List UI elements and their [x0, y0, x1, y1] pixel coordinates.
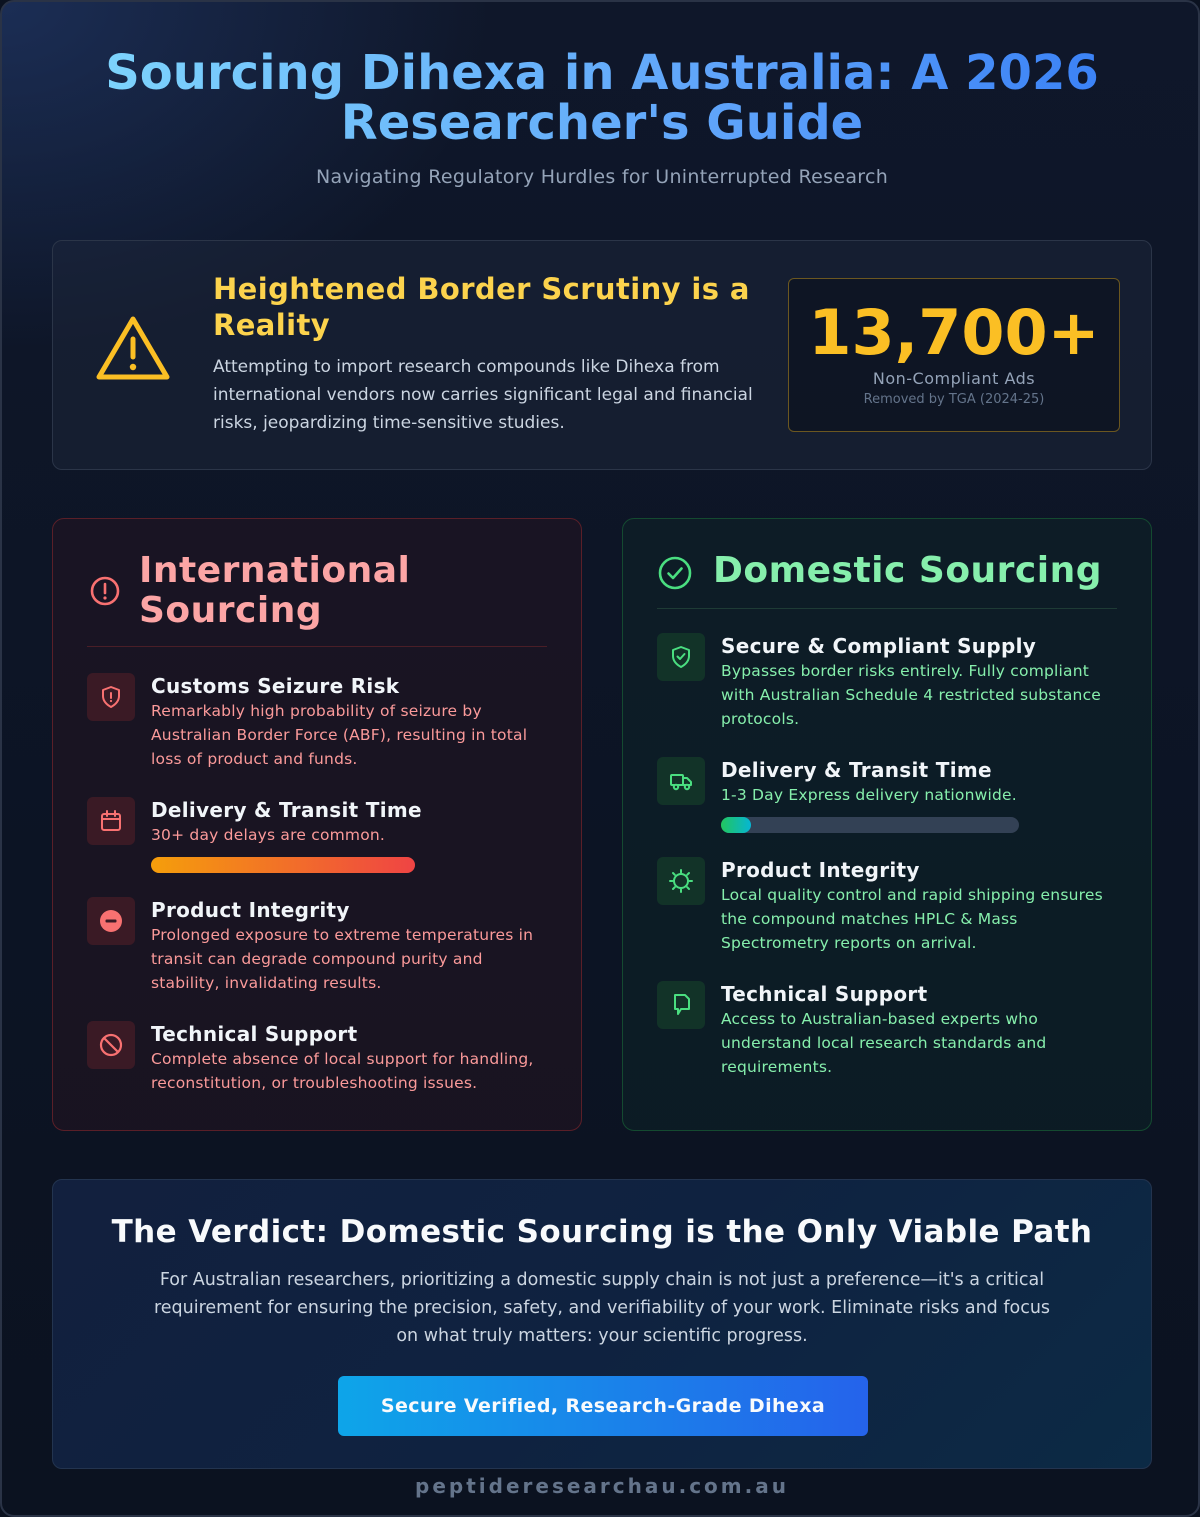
page-title: Sourcing Dihexa in Australia: A 2026 Researcher's Guide — [102, 48, 1102, 148]
transit-time-bar — [721, 817, 1019, 833]
exclamation-circle-icon — [87, 573, 123, 609]
item-title: Product Integrity — [151, 898, 350, 922]
item-description: Prolonged exposure to extreme temperatures in transit can degrade compound purity and stability, invalidating results. — [151, 926, 534, 992]
stat-box — [788, 278, 1120, 432]
minus-circle-icon — [87, 897, 135, 945]
border-scrutiny-alert — [52, 240, 1152, 470]
transit-time-bar — [151, 857, 415, 873]
secure-dihexa-button[interactable]: Secure Verified, Research-Grade Dihexa — [338, 1376, 868, 1436]
delivery-truck-icon — [657, 757, 705, 805]
badge-check-icon — [657, 857, 705, 905]
international-header — [87, 551, 547, 647]
transit-time-bar-fill — [721, 817, 751, 833]
verdict-title: The Verdict: Domestic Sourcing is the Only Viable Path — [111, 1214, 1093, 1250]
international-sourcing-card — [52, 518, 582, 1131]
stat-value: 13,700+ — [808, 296, 1100, 369]
item-description: Complete absence of local support for handling, reconstitution, or troubleshooting issues. — [151, 1050, 534, 1092]
domestic-sourcing-card — [622, 518, 1152, 1131]
item-description: Access to Australian-based experts who understand local research standards and requirements. — [721, 1010, 1047, 1076]
international-title: International Sourcing — [139, 550, 411, 631]
item-title: Delivery & Transit Time — [721, 758, 992, 782]
alert-text — [213, 271, 763, 437]
domestic-title: Domestic Sourcing — [713, 550, 1103, 591]
ban-icon — [87, 1021, 135, 1069]
shield-check-icon — [657, 633, 705, 681]
transit-time-bar-fill — [151, 857, 415, 873]
item-title: Product Integrity — [721, 858, 920, 882]
item-title: Technical Support — [151, 1022, 358, 1046]
item-title: Secure & Compliant Supply — [721, 634, 1037, 658]
page-subtitle: Navigating Regulatory Hurdles for Uninterrupted Research — [315, 166, 889, 188]
item-description: 30+ day delays are common. — [151, 826, 386, 844]
warning-triangle-icon — [93, 313, 173, 385]
item-title: Customs Seizure Risk — [151, 674, 400, 698]
item-description: Local quality control and rapid shipping ensures the compound matches HPLC & Mass Spectrometry reports on arrival. — [721, 886, 1103, 952]
calendar-icon — [87, 797, 135, 845]
item-description: 1-3 Day Express delivery nationwide. — [721, 786, 1017, 804]
alert-description: Attempting to import research compounds like Dihexa from international vendors now carries significant legal and financial risks, jeopardizing time-sensitive studies. — [213, 357, 753, 433]
header — [2, 45, 1200, 188]
stat-label: Non-Compliant Ads — [872, 369, 1036, 388]
item-title: Technical Support — [721, 982, 928, 1006]
alert-title: Heightened Border Scrutiny is a Reality — [213, 272, 750, 342]
chat-bubble-icon — [657, 981, 705, 1029]
verdict-section — [52, 1179, 1152, 1469]
item-description: Remarkably high probability of seizure by Australian Border Force (ABF), resulting in total loss of product and funds. — [151, 702, 528, 768]
check-circle-icon — [657, 555, 693, 591]
footer-domain: peptideresearchau.com.au — [415, 1474, 789, 1498]
item-title: Delivery & Transit Time — [151, 798, 422, 822]
item-description: Bypasses border risks entirely. Fully compliant with Australian Schedule 4 restricted substance protocols. — [721, 662, 1102, 728]
verdict-text: For Australian researchers, prioritizing a domestic supply chain is not just a preference—it's a critical requirement for ensuring the precision, safety, and verifiability of your work. Eliminate risks and focus on what truly matters: your scientific progress. — [153, 1270, 1051, 1346]
stat-source: Removed by TGA (2024-25) — [863, 392, 1045, 407]
domestic-header — [657, 551, 1117, 609]
shield-alert-icon — [87, 673, 135, 721]
